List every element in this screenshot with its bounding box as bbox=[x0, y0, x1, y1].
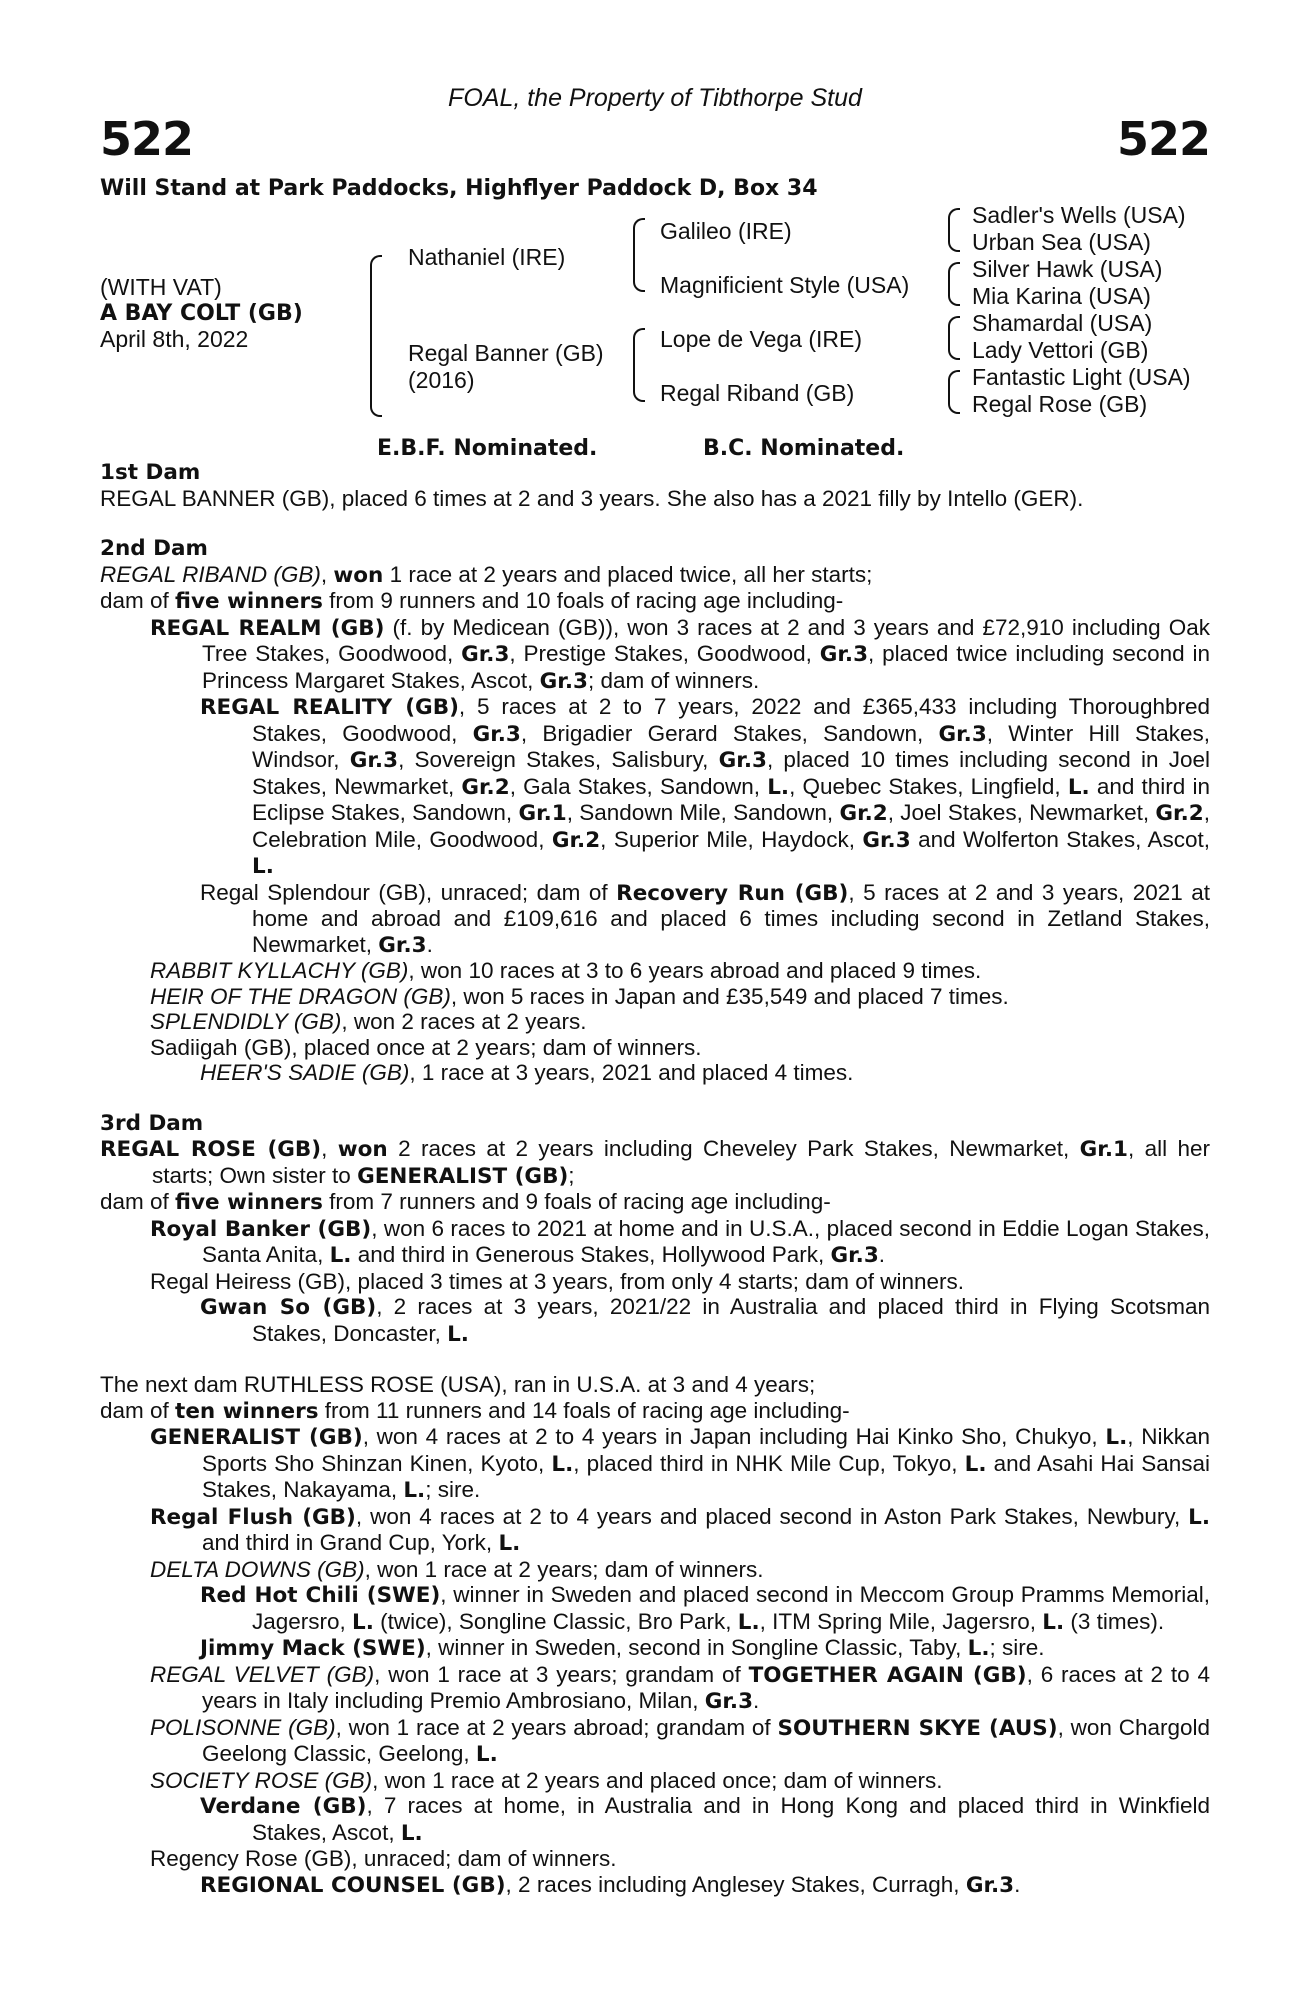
entry-heir-of-the-dragon: HEIR OF THE DRAGON (GB), won 5 races in Japan and £35,549 and placed 7 times. bbox=[150, 983, 1009, 1009]
sire-sire: Galileo (IRE) bbox=[660, 218, 792, 244]
foaling-date: April 8th, 2022 bbox=[100, 326, 249, 352]
ebf-nominated: E.B.F. Nominated. bbox=[377, 436, 598, 461]
stand-location: Will Stand at Park Paddocks, Highflyer Paddock D, Box 34 bbox=[100, 176, 818, 201]
brace-dam bbox=[633, 328, 645, 402]
third-dam-line: REGAL ROSE (GB), won 2 races at 2 years including Cheveley Park Stakes, Newmarket, Gr.1, all her starts; Own sister to GENERALIST (GB); bbox=[100, 1136, 1210, 1189]
entry-polisonne: POLISONNE (GB), won 1 race at 2 years abroad; grandam of SOUTHERN SKYE (AUS), won Chargold Geelong Classic, Geelong, L. bbox=[150, 1714, 1211, 1767]
entry-heers-sadie: HEER'S SADIE (GB), 1 race at 3 years, 2021 and placed 4 times. bbox=[200, 1060, 854, 1085]
third-dam-produce: dam of five winners from 7 runners and 9 foals of racing age including- bbox=[100, 1189, 831, 1215]
next-dam-produce: dam of ten winners from 11 runners and 14 foals of racing age including- bbox=[100, 1397, 850, 1424]
entry-verdane: Verdane (GB), 7 races at home, in Australia and in Hong Kong and placed third in Winkfield Stakes, Ascot, L. bbox=[200, 1793, 1210, 1846]
brace-g4 bbox=[948, 370, 960, 414]
brace-g2 bbox=[948, 262, 960, 306]
gg-1: Sadler's Wells (USA) bbox=[972, 202, 1186, 228]
dam-foaled-year: (2016) bbox=[408, 367, 475, 393]
first-dam-heading: 1st Dam bbox=[100, 460, 201, 485]
sire-dam: Magnificient Style (USA) bbox=[660, 272, 910, 298]
brace-g1 bbox=[948, 208, 960, 252]
entry-regional-counsel: REGIONAL COUNSEL (GB), 2 races including Anglesey Stakes, Curragh, Gr.3. bbox=[200, 1871, 1021, 1898]
gg-7: Fantastic Light (USA) bbox=[972, 364, 1191, 390]
entry-regency-rose: Regency Rose (GB), unraced; dam of winners. bbox=[150, 1846, 617, 1871]
gg-8: Regal Rose (GB) bbox=[972, 391, 1148, 417]
second-dam-produce: dam of five winners from 9 runners and 10 foals of racing age including- bbox=[100, 588, 844, 614]
gg-5: Shamardal (USA) bbox=[972, 310, 1153, 336]
entry-generalist: GENERALIST (GB), won 4 races at 2 to 4 years in Japan including Hai Kinko Sho, Chukyo, L., Nikkan Sports Sho Shinzan Kinen, Kyoto, L., placed third in NHK Mile Cup, Tokyo, L. and Asahi Hai Sansai Stakes, Nakayama, L.; sire. bbox=[150, 1424, 1210, 1503]
entry-delta-downs: DELTA DOWNS (GB), won 1 race at 2 years; dam of winners. bbox=[150, 1556, 764, 1582]
dam-sire: Lope de Vega (IRE) bbox=[660, 326, 863, 352]
page-subtitle: FOAL, the Property of Tibthorpe Stud bbox=[448, 84, 862, 112]
brace-g3 bbox=[948, 316, 960, 360]
entry-royal-banker: Royal Banker (GB), won 6 races to 2021 at home and in U.S.A., placed second in Eddie Logan Stakes, Santa Anita, L. and third in Generous Stakes, Hollywood Park, Gr.3. bbox=[150, 1215, 1210, 1268]
second-dam-heading: 2nd Dam bbox=[100, 536, 208, 561]
gg-2: Urban Sea (USA) bbox=[972, 229, 1151, 255]
entry-society-rose: SOCIETY ROSE (GB), won 1 race at 2 years and placed once; dam of winners. bbox=[150, 1767, 943, 1793]
pedigree-table bbox=[100, 200, 1210, 430]
lot-number-left: 522 bbox=[100, 112, 194, 166]
entry-regal-heiress: Regal Heiress (GB), placed 3 times at 3 years, from only 4 starts; dam of winners. bbox=[150, 1268, 965, 1294]
third-dam-heading: 3rd Dam bbox=[100, 1110, 204, 1136]
first-dam-text: REGAL BANNER (GB), placed 6 times at 2 and 3 years. She also has a 2021 filly by Intello (GER). bbox=[100, 485, 1084, 511]
brace-main bbox=[370, 255, 382, 417]
dam: Regal Banner (GB) bbox=[408, 340, 604, 366]
bc-nominated: B.C. Nominated. bbox=[703, 436, 905, 461]
gg-4: Mia Karina (USA) bbox=[972, 283, 1151, 309]
gg-6: Lady Vettori (GB) bbox=[972, 337, 1149, 363]
entry-red-hot-chili: Red Hot Chili (SWE), winner in Sweden and placed second in Meccom Group Pramms Memorial, Jagersro, L. (twice), Songline Classic, Bro Park, L., ITM Spring Mile, Jagersro, L. (3 times). bbox=[200, 1582, 1210, 1635]
lot-number-right: 522 bbox=[1116, 112, 1210, 166]
entry-regal-reality: REGAL REALITY (GB), 5 races at 2 to 7 years, 2022 and £365,433 including Thoroughbred Stakes, Goodwood, Gr.3, Brigadier Gerard Stakes, Sandown, Gr.3, Winter Hill Stakes, Windsor, Gr.3, Sovereign Stakes, Salisbury, Gr.3, placed 10 times including second in Joel Stakes, Newmarket, Gr.2, Gala Stakes, Sandown, L., Quebec Stakes, Lingfield, L. and third in Eclipse Stakes, Sandown, Gr.1, Sandown Mile, Sandown, Gr.2, Joel Stakes, Newmarket, Gr.2, Celebration Mile, Goodwood, Gr.2, Superior Mile, Haydock, Gr.3 and Wolferton Stakes, Ascot, L. bbox=[200, 694, 1211, 879]
entry-gwan-so: Gwan So (GB), 2 races at 3 years, 2021/22 in Australia and placed third in Flying Scotsman Stakes, Doncaster, L. bbox=[200, 1294, 1210, 1347]
entry-jimmy-mack: Jimmy Mack (SWE), winner in Sweden, second in Songline Classic, Taby, L.; sire. bbox=[200, 1635, 1045, 1661]
dam-sections bbox=[100, 460, 1210, 1898]
dam-dam: Regal Riband (GB) bbox=[660, 380, 855, 406]
second-dam-line: REGAL RIBAND (GB), won 1 race at 2 years and placed twice, all her starts; bbox=[100, 561, 873, 588]
gg-3: Silver Hawk (USA) bbox=[972, 256, 1163, 282]
next-dam-intro: The next dam RUTHLESS ROSE (USA), ran in U.S.A. at 3 and 4 years; bbox=[100, 1372, 816, 1397]
entry-rabbit-kyllachy: RABBIT KYLLACHY (GB), won 10 races at 3 to 6 years abroad and placed 9 times. bbox=[150, 958, 982, 983]
entry-sadiigah: Sadiigah (GB), placed once at 2 years; dam of winners. bbox=[150, 1034, 702, 1060]
brace-sire bbox=[633, 218, 645, 292]
entry-regal-velvet: REGAL VELVET (GB), won 1 race at 3 years; grandam of TOGETHER AGAIN (GB), 6 races at 2 to 4 years in Italy including Premio Ambrosiano, Milan, Gr.3. bbox=[150, 1661, 1210, 1714]
entry-regal-splendour: Regal Splendour (GB), unraced; dam of Recovery Run (GB), 5 races at 2 and 3 years, 2021 at home and abroad and £109,616 and placed 6 times including second in Zetland Stakes, Newmarket, Gr.3. bbox=[200, 879, 1211, 958]
catalogue-page bbox=[100, 0, 1210, 2000]
sire: Nathaniel (IRE) bbox=[408, 244, 566, 270]
entry-splendidly: SPLENDIDLY (GB), won 2 races at 2 years. bbox=[150, 1009, 587, 1034]
vat-note: (WITH VAT) bbox=[100, 274, 222, 300]
entry-regal-flush: Regal Flush (GB), won 4 races at 2 to 4 years and placed second in Aston Park Stakes, Newbury, L. and third in Grand Cup, York, L. bbox=[150, 1503, 1211, 1556]
lot-description: A BAY COLT (GB) bbox=[100, 301, 303, 326]
entry-regal-realm: REGAL REALM (GB) (f. by Medicean (GB)), won 3 races at 2 and 3 years and £72,910 including Oak Tree Stakes, Goodwood, Gr.3, Prestige Stakes, Goodwood, Gr.3, placed twice including second in Princess Margaret Stakes, Ascot, Gr.3; dam of winners. bbox=[150, 614, 1210, 694]
